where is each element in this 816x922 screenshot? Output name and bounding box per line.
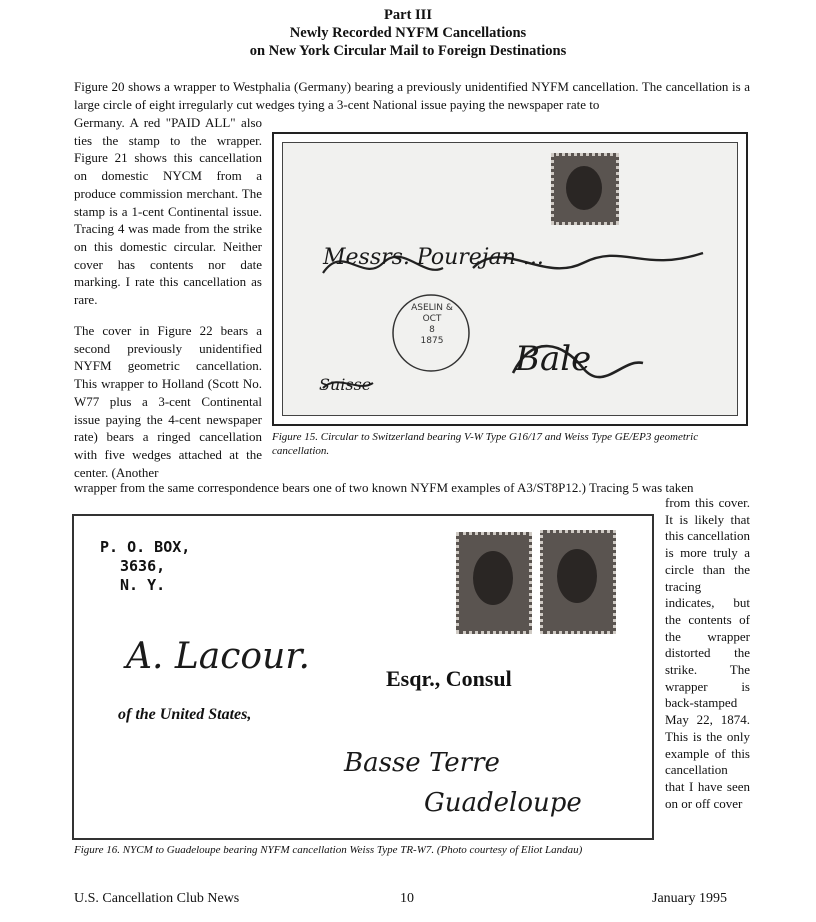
of-the-united-states: of the United States, [118,706,252,723]
po-box-line1: P. O. BOX, [100,538,191,556]
country-guadeloupe: Guadeloupe [424,788,582,818]
po-box-print [100,538,190,595]
stamp-right [540,530,616,634]
figure-15-caption: Figure 15. Circular to Switzerland bearing V-W Type G16/17 and Weiss Type GE/EP3 geometric cancellation. [272,431,699,457]
stamp-left-portrait [473,551,513,605]
postmark-month: OCT [422,314,442,324]
address-line1: Messrs. Pourejan ... [323,245,544,270]
addressee: A. Lacour. [126,636,310,677]
postmark-top: ASELIN & [411,303,453,313]
po-box-line3: N. Y. [120,576,166,594]
address-line2: Bale [515,339,592,379]
stamp-right-portrait [557,549,597,603]
title-line2: Newly Recorded NYFM Cancellations [289,25,527,41]
para2-column: The cover in Figure 22 bears a second previously unidentified NYFM geometric cancellation. This wrapper to Holland (Scott No. W77 plus a 3-cent Continental issue paying the 4-cent newspaper rate) bears a ringed cancellation with five wedges attached at the center. (Another [74,323,262,480]
figure-16-caption: Figure 16. NYCM to Guadeloupe bearing NYFM cancellation Weiss Type TR-W7. (Photo courtesy of Eliot Landau) [74,844,583,856]
postmark-year: 1875 [420,336,444,346]
postmark [405,303,459,347]
figure-16-image [72,514,654,840]
para1-intro: Figure 20 shows a wrapper to Westphalia (Germany) bearing a previously unidentified NYFM cancellation. The cancellation is a large circle of eight irregularly cut wedges tying a 3-cent National issue paying the newspaper rate to [74,79,750,112]
figure-15-image [272,132,748,426]
footer-date: January 1995 [652,891,728,906]
address-side: Suisse [319,375,372,394]
figure-15-cover [282,142,738,416]
stamp-left [456,532,532,634]
po-box-line2: 3636, [120,557,166,575]
postmark-day: 8 [429,325,435,335]
footer-page-number: 10 [400,891,414,906]
title-line3: on New York Circular Mail to Foreign Destinations [249,43,567,59]
esq-consul: Esqr., Consul [386,666,512,691]
footer-publication: U.S. Cancellation Club News [74,891,240,906]
city-basse-terre: Basse Terre [344,748,500,778]
page-title [0,6,816,60]
para2-right-column: from this cover. It is likely that this cancellation is more truly a circle than the tracing indicates, but the contents of the wrapper distorted the strike. The wrapper is back-stamped May 22, 1874. This is the only example of this cancellation that I have seen on or off cover [665,495,750,811]
para2-full-line: wrapper from the same correspondence bears one of two known NYFM examples of A3/ST8P12.) Tracing 5 was taken [74,480,694,495]
title-part: Part III [384,7,432,23]
para1-column: Germany. A red "PAID ALL" also ties the stamp to the wrapper. Figure 21 shows this cancellation on domestic NYCM from a produce commission merchant. The stamp is a 1-cent Continental issue. Tracing 4 was made from the strike on this domestic circular. Neither cover has contents nor date marking. I rate this cancellation as rare. [74,115,262,308]
